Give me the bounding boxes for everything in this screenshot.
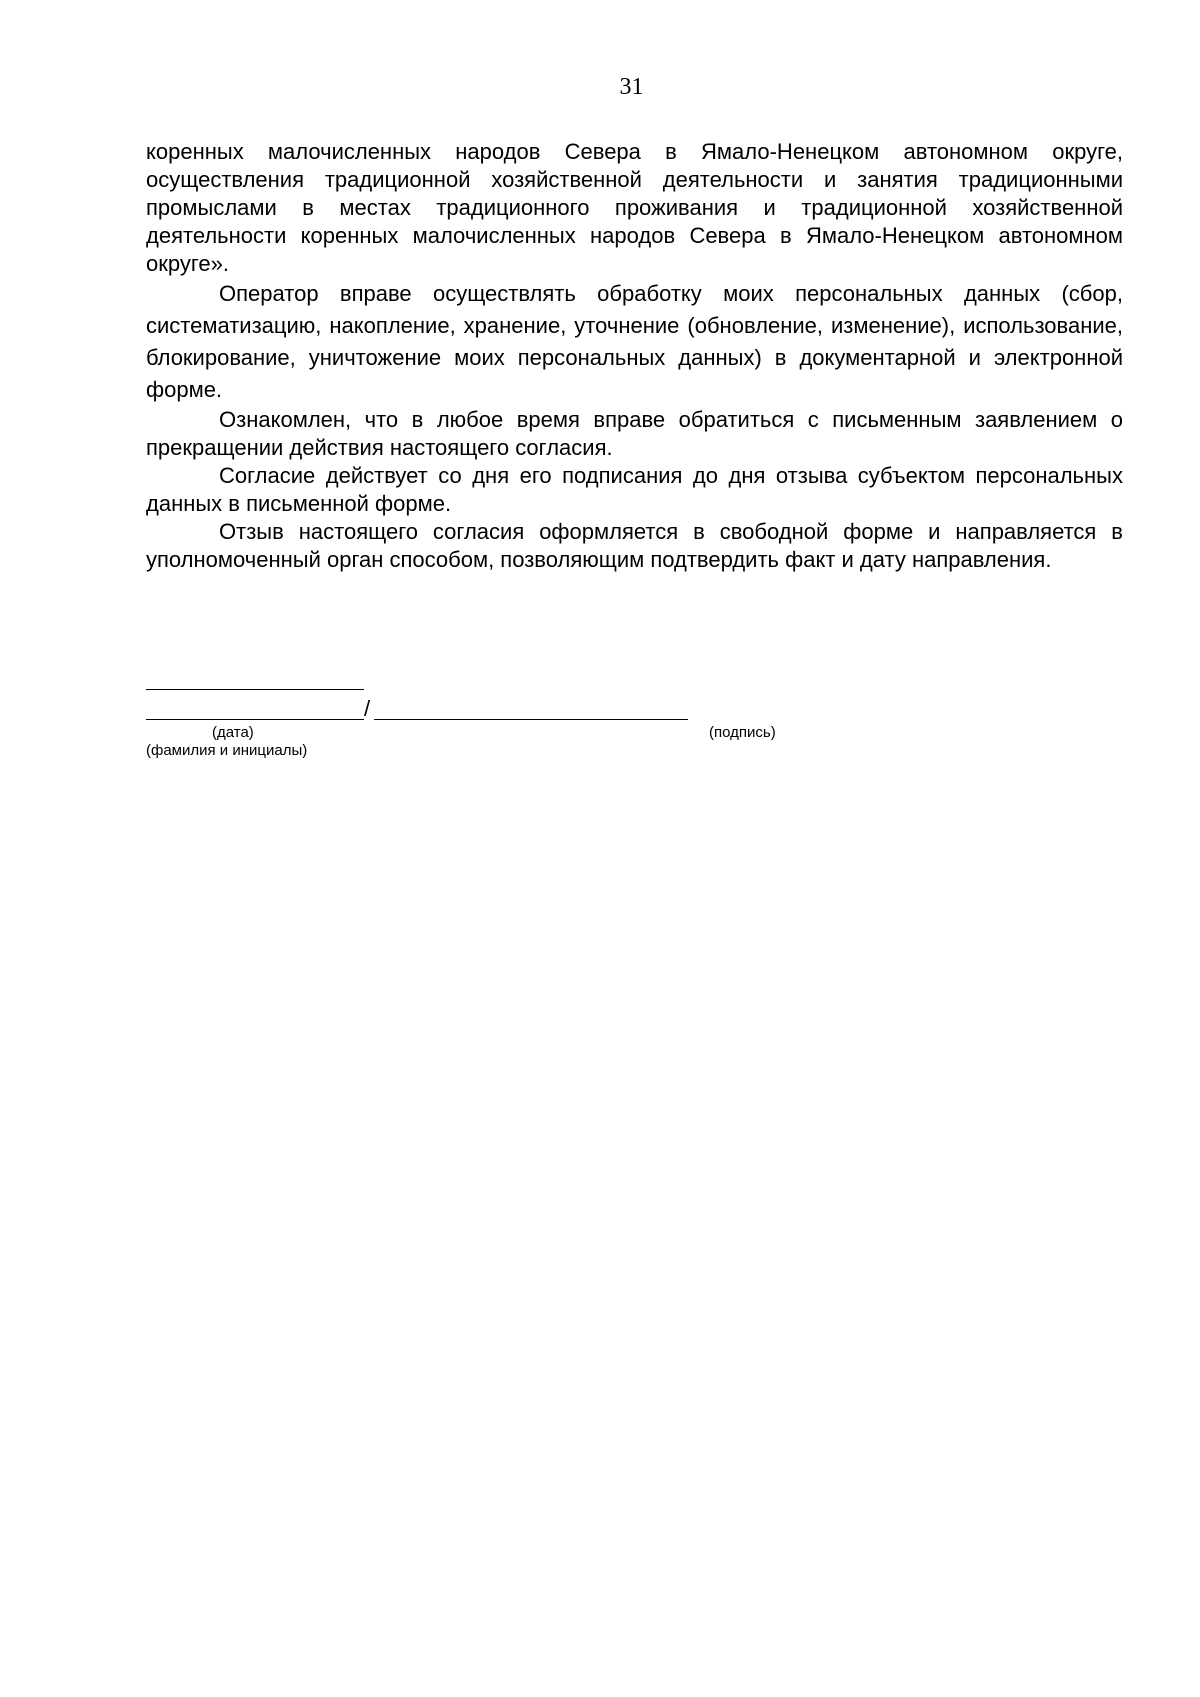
paragraph-continuation: коренных малочисленных народов Севера в Ямало-Ненецком автономном округе, осуществления традиционной хозяйственной деятельности и занятия традиционными промыслами в местах традиционного проживания и традиционной хозяйственной деятельности коренных малочисленных народов Севера в Ямало-Ненецком автономном округе». (146, 139, 1123, 276)
document-body (146, 138, 1123, 574)
signature-caption: (подпись) (709, 724, 776, 741)
name-caption: (фамилия и инициалы) (146, 742, 308, 759)
date-line (146, 719, 364, 720)
paragraph-acknowledgement: Ознакомлен, что в любое время вправе обратиться с письменным заявлением о прекращении действия настоящего согласия. (146, 407, 1123, 460)
signature-line-top (146, 689, 364, 690)
signature-line (374, 719, 688, 720)
date-caption: (дата) (212, 724, 254, 741)
page-number: 31 (619, 74, 644, 100)
paragraph-operator-rights: Оператор вправе осуществлять обработку моих персональных данных (сбор, систематизацию, накопление, хранение, уточнение (обновление, изменение), использование, блокирование, уничтожение моих персональных данных) в документарной и электронной форме. (146, 281, 1123, 402)
signature-separator: / (364, 696, 371, 721)
paragraph-consent-validity: Согласие действует со дня его подписания до дня отзыва субъектом персональных данных в письменной форме. (146, 463, 1123, 516)
paragraph-consent-withdrawal: Отзыв настоящего согласия оформляется в свободной форме и направляется в уполномоченный орган способом, позволяющим подтвердить факт и дату направления. (146, 519, 1123, 572)
